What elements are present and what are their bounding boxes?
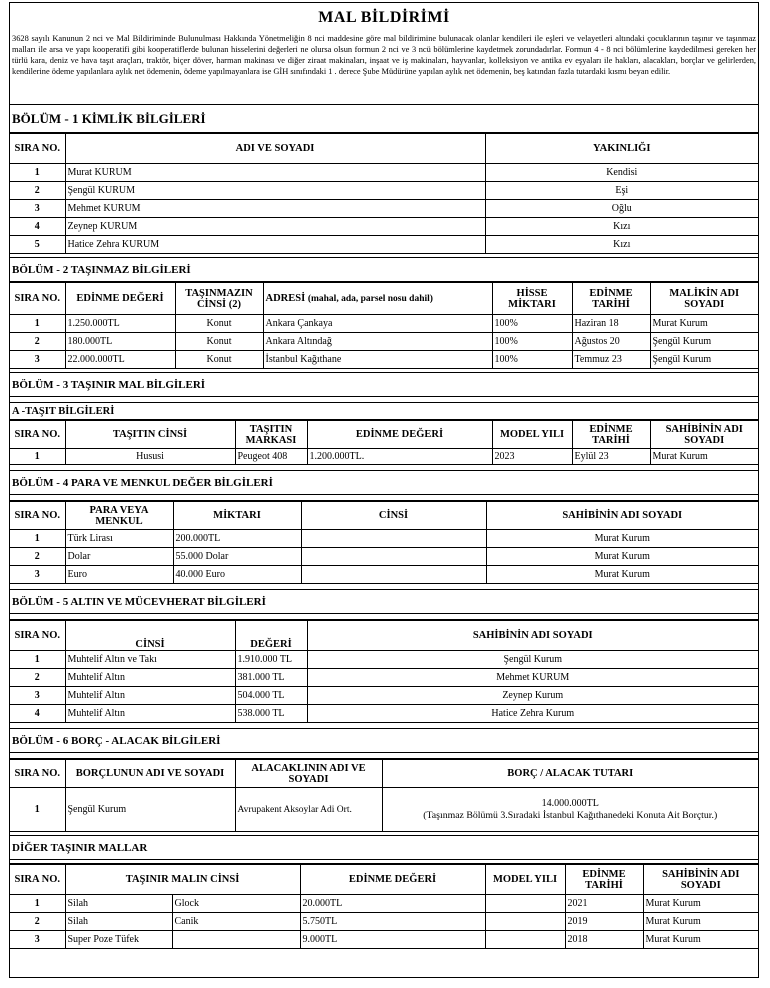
- debt-credit-table: [10, 759, 758, 832]
- debt-amount: 14.000.000TL: [541, 797, 599, 809]
- owner-name: Zeynep Kurum: [307, 687, 758, 705]
- item-brand: [172, 931, 300, 949]
- table-row: [10, 351, 758, 369]
- acquisition-value: 5.750TL: [300, 913, 485, 931]
- col-header-owner: SAHİBİNİN ADI SOYADI: [643, 865, 758, 895]
- person-name: Mehmet KURUM: [65, 200, 485, 218]
- section-7-title: DİĞER TAŞINIR MALLAR: [10, 836, 758, 860]
- owner-name: Şengül Kurum: [650, 333, 758, 351]
- amount: 200.000TL: [173, 530, 301, 548]
- section-2-title: BÖLÜM - 2 TAŞINMAZ BİLGİLERİ: [10, 258, 758, 282]
- table-row: [10, 687, 758, 705]
- item-brand: Canik: [172, 913, 300, 931]
- item-type: Silah: [65, 913, 172, 931]
- owner-name: Hatice Zehra Kurum: [307, 705, 758, 723]
- address: Ankara Altındağ: [263, 333, 492, 351]
- col-header-model-year: MODEL YILI: [492, 421, 572, 449]
- col-header-owner: MALİKİN ADI SOYADI: [650, 283, 758, 315]
- owner-name: Murat Kurum: [650, 449, 758, 465]
- kind: [301, 566, 486, 584]
- kind: Muhtelif Altın: [65, 705, 235, 723]
- vehicle-type: Hususi: [65, 449, 235, 465]
- table-row: [10, 236, 758, 254]
- row-no: 4: [10, 218, 65, 236]
- owner-name: Mehmet KURUM: [307, 669, 758, 687]
- row-no: 1: [10, 164, 65, 182]
- vehicle-subtitle: A -TAŞIT BİLGİLERİ: [10, 403, 758, 420]
- identity-table: [10, 133, 758, 254]
- col-header-acquisition-date: EDİNME TARİHİ: [572, 421, 650, 449]
- col-header-acquisition-date: EDİNME TARİHİ: [572, 283, 650, 315]
- row-no: 1: [10, 530, 65, 548]
- col-header-acquisition-date: EDİNME TARİHİ: [565, 865, 643, 895]
- table-row: [10, 548, 758, 566]
- declaration-form: [9, 2, 759, 978]
- item-brand: Glock: [172, 895, 300, 913]
- col-header-property-type: TAŞINMAZIN CİNSİ (2): [175, 283, 263, 315]
- currency: Dolar: [65, 548, 173, 566]
- model-year: [485, 913, 565, 931]
- person-name: Hatice Zehra KURUM: [65, 236, 485, 254]
- model-year: 2023: [492, 449, 572, 465]
- col-header-name: ADI VE SOYADI: [65, 134, 485, 164]
- kind: [301, 548, 486, 566]
- address-label: ADRESİ: [265, 292, 306, 304]
- person-name: Zeynep KURUM: [65, 218, 485, 236]
- owner-name: Murat Kurum: [643, 931, 758, 949]
- row-no: 3: [10, 200, 65, 218]
- table-row: [10, 788, 758, 832]
- table-row: [10, 913, 758, 931]
- value: 1.910.000 TL: [235, 651, 307, 669]
- acquisition-date: Ağustos 20: [572, 333, 650, 351]
- debt-amount-cell: [382, 788, 758, 832]
- row-no: 1: [10, 651, 65, 669]
- owner-name: Murat Kurum: [486, 566, 758, 584]
- owner-name: Murat Kurum: [486, 548, 758, 566]
- col-header-kind: CİNSİ: [301, 502, 486, 530]
- row-no: 3: [10, 687, 65, 705]
- col-header-relation: YAKINLIĞI: [485, 134, 758, 164]
- col-header-owner: SAHİBİNİN ADI SOYADI: [650, 421, 758, 449]
- item-type: Super Poze Tüfek: [65, 931, 172, 949]
- other-movables-table: [10, 864, 758, 949]
- kind: Muhtelif Altın: [65, 669, 235, 687]
- col-header-debtor: BORÇLUNUN ADI VE SOYADI: [65, 760, 235, 788]
- vehicle-table: [10, 420, 758, 465]
- amount: 55.000 Dolar: [173, 548, 301, 566]
- col-header-no: SIRA NO.: [10, 865, 65, 895]
- row-no: 1: [10, 449, 65, 465]
- acquisition-value: 180.000TL: [65, 333, 175, 351]
- col-header-model-year: MODEL YILI: [485, 865, 565, 895]
- acquisition-date: Eylül 23: [572, 449, 650, 465]
- debt-note: (Taşınmaz Bölümü 3.Sıradaki İstanbul Kağıthanedeki Konuta Ait Borçtur.): [423, 809, 718, 821]
- col-header-acquisition-value: EDİNME DEĞERİ: [300, 865, 485, 895]
- col-header-address: [263, 283, 492, 315]
- col-header-owner: SAHİBİNİN ADI SOYADI: [307, 621, 758, 651]
- share: 100%: [492, 315, 572, 333]
- person-name: Şengül KURUM: [65, 182, 485, 200]
- table-row: [10, 449, 758, 465]
- col-header-owner: SAHİBİNİN ADI SOYADI: [486, 502, 758, 530]
- intro-text: 3628 sayılı Kanunun 2 nci ve Mal Bildiriminde Bulunulması Hakkında Yönetmeliğin 8 nci maddesine göre mal bildirimine bulunacak olanlar kendileri ile eşleri ve velayetleri altındaki çocuklarının taşınır ve taşınmaz malları ile arsa ve yapı kooperatifi gibi kooperatiflerde bulunan hisselerini değerleri ne olursa olsun formun 2 nci ve 3 ncü bölümlerine kaydetmek zorundadırlar. Formun 4 - 8 nci bölümlerine kaydedilmesi gereken her türlü kara, deniz ve hava taşıt araçları, traktör, biçer döver, harman makinası ve diğer ziraat makinaları, inşaat ve iş makinaları, hayvanlar, kolleksiyon ve antika ev eşyaları ile hakları, alacakları, borçlar ve gelirlerden, kendilerine ödeme yapılanlara aylık net ödemenin, ödeme yapılmayanlara ise GİH sınıfındaki 1 . derece Şube Müdürüne yapılan aylık net ödemenin, beş katından fazla tutardaki kısmı beyan edilir.: [10, 33, 758, 105]
- col-header-no: SIRA NO.: [10, 283, 65, 315]
- row-no: 3: [10, 566, 65, 584]
- page-title: MAL BİLDİRİMİ: [318, 9, 450, 26]
- property-type: Konut: [175, 333, 263, 351]
- property-type: Konut: [175, 351, 263, 369]
- acquisition-value: 1.250.000TL: [65, 315, 175, 333]
- table-row: [10, 164, 758, 182]
- col-header-vehicle-type: TAŞITIN CİNSİ: [65, 421, 235, 449]
- owner-name: Murat Kurum: [643, 913, 758, 931]
- col-header-currency: PARA VEYA MENKUL: [65, 502, 173, 530]
- col-header-amount: MİKTARI: [173, 502, 301, 530]
- share: 100%: [492, 333, 572, 351]
- table-row: [10, 315, 758, 333]
- col-header-no: SIRA NO.: [10, 760, 65, 788]
- gold-jewelry-table: [10, 620, 758, 723]
- col-header-share: HİSSE MİKTARI: [492, 283, 572, 315]
- relation: Kızı: [485, 218, 758, 236]
- row-no: 2: [10, 548, 65, 566]
- section-4-title: BÖLÜM - 4 PARA VE MENKUL DEĞER BİLGİLERİ: [10, 471, 758, 495]
- col-header-value: DEĞERİ: [235, 621, 307, 651]
- table-row: [10, 651, 758, 669]
- debtor-name: Şengül Kurum: [65, 788, 235, 832]
- section-1-title: BÖLÜM - 1 KİMLİK BİLGİLERİ: [10, 105, 758, 133]
- person-name: Murat KURUM: [65, 164, 485, 182]
- acquisition-date: 2018: [565, 931, 643, 949]
- acquisition-date: Temmuz 23: [572, 351, 650, 369]
- model-year: [485, 931, 565, 949]
- item-type: Silah: [65, 895, 172, 913]
- kind: [301, 530, 486, 548]
- table-row: [10, 200, 758, 218]
- acquisition-date: 2021: [565, 895, 643, 913]
- row-no: 2: [10, 182, 65, 200]
- share: 100%: [492, 351, 572, 369]
- table-row: [10, 705, 758, 723]
- address-sublabel: (mahal, ada, parsel nosu dahil): [307, 293, 433, 304]
- row-no: 4: [10, 705, 65, 723]
- real-estate-table: [10, 282, 758, 369]
- value: 504.000 TL: [235, 687, 307, 705]
- owner-name: Murat Kurum: [486, 530, 758, 548]
- row-no: 2: [10, 669, 65, 687]
- col-header-amount: BORÇ / ALACAK TUTARI: [382, 760, 758, 788]
- acquisition-date: Haziran 18: [572, 315, 650, 333]
- section-3-title: BÖLÜM - 3 TAŞINIR MAL BİLGİLERİ: [10, 373, 758, 397]
- row-no: 1: [10, 895, 65, 913]
- row-no: 1: [10, 788, 65, 832]
- row-no: 2: [10, 913, 65, 931]
- section-5-title: BÖLÜM - 5 ALTIN VE MÜCEVHERAT BİLGİLERİ: [10, 590, 758, 614]
- value: 538.000 TL: [235, 705, 307, 723]
- creditor-name: Avrupakent Aksoylar Adi Ort.: [235, 788, 382, 832]
- vehicle-brand: Peugeot 408: [235, 449, 307, 465]
- acquisition-value: 1.200.000TL.: [307, 449, 492, 465]
- currency: Türk Lirası: [65, 530, 173, 548]
- acquisition-value: 20.000TL: [300, 895, 485, 913]
- kind: Muhtelif Altın: [65, 687, 235, 705]
- relation: Kendisi: [485, 164, 758, 182]
- col-header-no: SIRA NO.: [10, 621, 65, 651]
- acquisition-date: 2019: [565, 913, 643, 931]
- col-header-item-type: TAŞINIR MALIN CİNSİ: [65, 865, 300, 895]
- relation: Kızı: [485, 236, 758, 254]
- row-no: 5: [10, 236, 65, 254]
- address: İstanbul Kağıthane: [263, 351, 492, 369]
- row-no: 3: [10, 931, 65, 949]
- col-header-kind: CİNSİ: [65, 621, 235, 651]
- col-header-no: SIRA NO.: [10, 134, 65, 164]
- acquisition-value: 22.000.000TL: [65, 351, 175, 369]
- kind: Muhtelif Altın ve Takı: [65, 651, 235, 669]
- owner-name: Şengül Kurum: [307, 651, 758, 669]
- table-row: [10, 218, 758, 236]
- col-header-no: SIRA NO.: [10, 502, 65, 530]
- owner-name: Şengül Kurum: [650, 351, 758, 369]
- row-no: 2: [10, 333, 65, 351]
- amount: 40.000 Euro: [173, 566, 301, 584]
- property-type: Konut: [175, 315, 263, 333]
- owner-name: Murat Kurum: [650, 315, 758, 333]
- table-row: [10, 895, 758, 913]
- relation: Eşi: [485, 182, 758, 200]
- table-row: [10, 931, 758, 949]
- col-header-vehicle-brand: TAŞITIN MARKASI: [235, 421, 307, 449]
- owner-name: Murat Kurum: [643, 895, 758, 913]
- address: Ankara Çankaya: [263, 315, 492, 333]
- table-row: [10, 669, 758, 687]
- row-no: 3: [10, 351, 65, 369]
- row-no: 1: [10, 315, 65, 333]
- col-header-acquisition-value: EDİNME DEĞERİ: [307, 421, 492, 449]
- table-row: [10, 182, 758, 200]
- currency: Euro: [65, 566, 173, 584]
- col-header-acquisition-value: EDİNME DEĞERİ: [65, 283, 175, 315]
- table-row: [10, 333, 758, 351]
- col-header-creditor: ALACAKLININ ADI VE SOYADI: [235, 760, 382, 788]
- table-row: [10, 530, 758, 548]
- value: 381.000 TL: [235, 669, 307, 687]
- section-6-title: BÖLÜM - 6 BORÇ - ALACAK BİLGİLERİ: [10, 729, 758, 753]
- table-row: [10, 566, 758, 584]
- cash-securities-table: [10, 501, 758, 584]
- relation: Oğlu: [485, 200, 758, 218]
- model-year: [485, 895, 565, 913]
- acquisition-value: 9.000TL: [300, 931, 485, 949]
- col-header-no: SIRA NO.: [10, 421, 65, 449]
